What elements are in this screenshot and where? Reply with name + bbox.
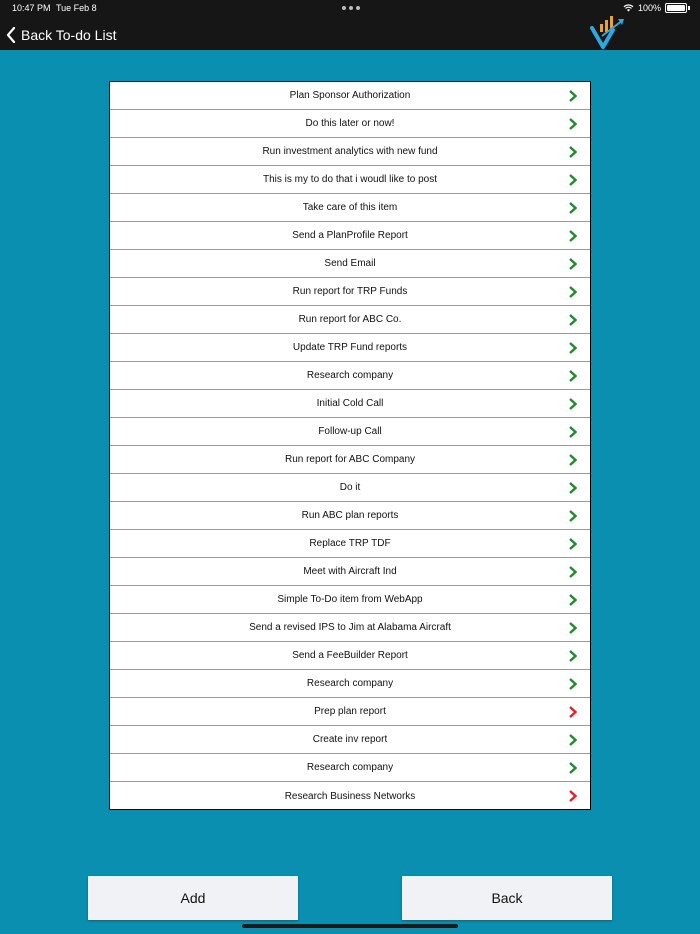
app-logo xyxy=(590,14,626,50)
todo-title: Send Email xyxy=(324,258,376,269)
todo-row[interactable] xyxy=(110,334,590,362)
todo-row[interactable] xyxy=(110,82,590,110)
todo-title: Run ABC plan reports xyxy=(301,510,399,521)
todo-row[interactable] xyxy=(110,642,590,670)
chevron-right-icon xyxy=(568,286,578,298)
todo-title: Research company xyxy=(306,370,394,381)
todo-row[interactable] xyxy=(110,194,590,222)
chevron-right-icon xyxy=(568,454,578,466)
chevron-right-icon xyxy=(568,146,578,158)
chevron-right-icon xyxy=(568,622,578,634)
chevron-right-icon xyxy=(568,90,578,102)
chevron-right-icon xyxy=(568,762,578,774)
chevron-right-icon xyxy=(568,314,578,326)
todo-title: Research Business Networks xyxy=(284,790,416,802)
battery-percent: 100% xyxy=(637,3,661,13)
chevron-right-icon xyxy=(568,398,578,410)
wifi-icon xyxy=(623,4,634,12)
todo-row[interactable] xyxy=(110,446,590,474)
chevron-right-icon xyxy=(568,482,578,494)
todo-row[interactable] xyxy=(110,138,590,166)
todo-title: Do it xyxy=(339,482,361,493)
todo-title: Do this later or now! xyxy=(305,118,395,129)
todo-title: Simple To-Do item from WebApp xyxy=(277,594,423,605)
todo-row[interactable] xyxy=(110,250,590,278)
todo-title: Meet with Aircraft Ind xyxy=(303,566,397,577)
todo-title: Take care of this item xyxy=(302,202,398,213)
chevron-right-icon xyxy=(568,426,578,438)
todo-row[interactable] xyxy=(110,586,590,614)
todo-row[interactable] xyxy=(110,278,590,306)
chevron-right-icon xyxy=(568,566,578,578)
todo-row[interactable] xyxy=(110,110,590,138)
todo-row[interactable] xyxy=(110,754,590,782)
todo-row[interactable] xyxy=(110,670,590,698)
chevron-right-icon xyxy=(568,706,578,718)
todo-row[interactable] xyxy=(110,166,590,194)
chevron-right-icon xyxy=(568,790,578,802)
todo-title: Send a revised IPS to Jim at Alabama Aircraft xyxy=(249,622,451,633)
back-nav-label: Back To-do List xyxy=(21,27,117,43)
status-right xyxy=(623,3,690,13)
chevron-right-icon xyxy=(568,342,578,354)
todo-row[interactable] xyxy=(110,418,590,446)
chevron-right-icon xyxy=(568,370,578,382)
chevron-right-icon xyxy=(568,594,578,606)
todo-row[interactable] xyxy=(110,306,590,334)
top-bar xyxy=(0,0,700,50)
home-indicator[interactable] xyxy=(242,924,458,928)
chevron-right-icon xyxy=(568,118,578,130)
multitasking-dots-icon[interactable] xyxy=(342,6,360,10)
todo-row[interactable] xyxy=(110,362,590,390)
todo-row[interactable] xyxy=(110,782,590,810)
todo-title: Follow-up Call xyxy=(318,426,382,437)
status-date: Tue Feb 8 xyxy=(56,3,97,13)
todo-row[interactable] xyxy=(110,222,590,250)
todo-title: Plan Sponsor Authorization xyxy=(289,90,411,101)
todo-title: Send a FeeBuilder Report xyxy=(292,650,408,661)
todo-row[interactable] xyxy=(110,502,590,530)
todo-list xyxy=(109,81,591,810)
chevron-right-icon xyxy=(568,650,578,662)
battery-icon xyxy=(665,3,687,13)
todo-row[interactable] xyxy=(110,558,590,586)
chevron-right-icon xyxy=(568,538,578,550)
todo-title: Initial Cold Call xyxy=(316,398,384,409)
chevron-right-icon xyxy=(568,678,578,690)
add-button[interactable]: Add xyxy=(88,876,298,920)
todo-title: Send a PlanProfile Report xyxy=(292,230,408,241)
todo-title: Create inv report xyxy=(312,734,388,745)
chevron-left-icon xyxy=(6,27,16,43)
todo-title: Run investment analytics with new fund xyxy=(262,146,438,157)
todo-title: Run report for ABC Co. xyxy=(298,314,402,325)
todo-title: Prep plan report xyxy=(314,706,386,717)
todo-title: Research company xyxy=(306,762,394,773)
todo-title: Replace TRP TDF xyxy=(309,538,391,549)
chevron-right-icon xyxy=(568,230,578,242)
status-time: 10:47 PM xyxy=(12,3,51,13)
chevron-right-icon xyxy=(568,202,578,214)
chevron-right-icon xyxy=(568,174,578,186)
chevron-right-icon xyxy=(568,258,578,270)
todo-row[interactable] xyxy=(110,474,590,502)
todo-row[interactable] xyxy=(110,726,590,754)
todo-title: Run report for ABC Company xyxy=(284,454,416,465)
todo-row[interactable] xyxy=(110,530,590,558)
todo-title: Research company xyxy=(306,678,394,689)
todo-row[interactable] xyxy=(110,614,590,642)
chevron-right-icon xyxy=(568,734,578,746)
back-button[interactable]: Back xyxy=(402,876,612,920)
todo-row[interactable] xyxy=(110,390,590,418)
todo-title: Run report for TRP Funds xyxy=(292,286,408,297)
back-to-todo-list-button[interactable] xyxy=(6,24,116,46)
chevron-right-icon xyxy=(568,510,578,522)
todo-row[interactable] xyxy=(110,698,590,726)
todo-title: Update TRP Fund reports xyxy=(292,342,408,353)
todo-title: This is my to do that i woudl like to post xyxy=(263,174,437,185)
